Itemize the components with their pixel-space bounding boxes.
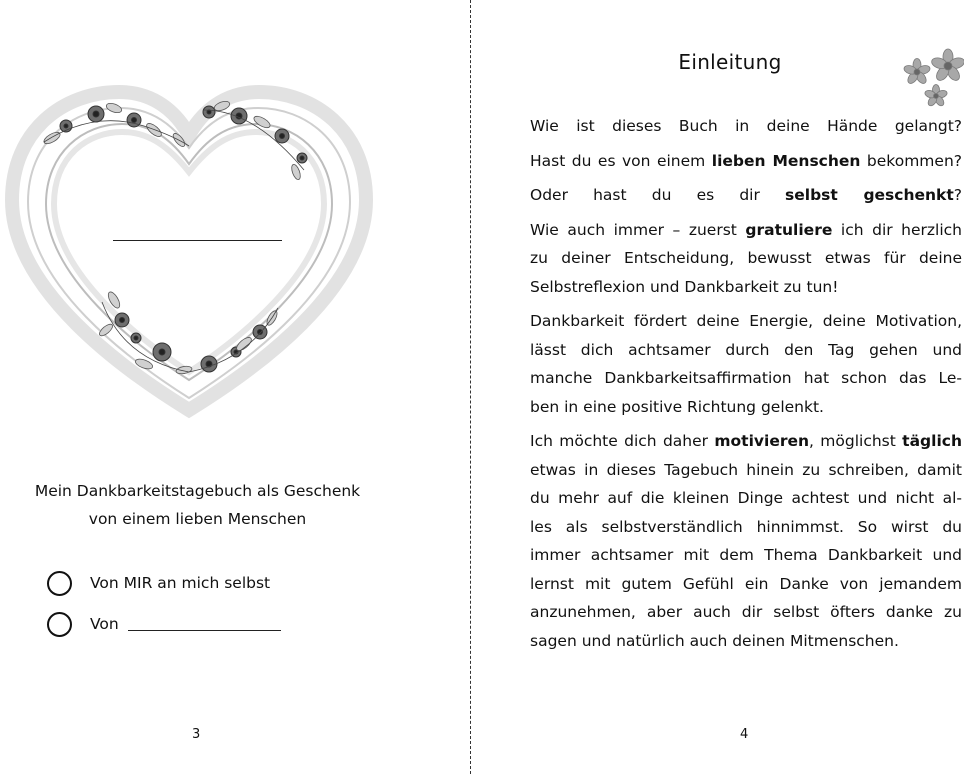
recipient-name-line[interactable] bbox=[113, 240, 282, 241]
page-divider bbox=[470, 0, 471, 774]
text-run: Ich möchte dich daher bbox=[530, 432, 715, 450]
option-self-label: Von MIR an mich selbst bbox=[90, 574, 271, 592]
text-run: Wie auch immer – zuerst bbox=[530, 220, 746, 239]
paragraph-2 bbox=[530, 147, 962, 176]
flowers-icon bbox=[900, 46, 964, 112]
text-line: sagen und natürlich auch deinen Mitmenschen. bbox=[530, 631, 899, 650]
page-number-right: 4 bbox=[740, 727, 749, 742]
radio-circle-icon[interactable] bbox=[47, 612, 72, 637]
text-line: Wie ist dieses Buch in deine Hände gelangt? bbox=[530, 117, 962, 135]
text-run: , möglichst bbox=[809, 432, 903, 450]
text-line bbox=[530, 216, 962, 245]
text-line: du mehr auf die kleinen Dinge achtest und nicht al- bbox=[530, 489, 962, 507]
text-line: zu deiner Entscheidung, bewusst etwas für deine bbox=[530, 249, 962, 267]
text-line: manche Dankbarkeitsaffirmation hat schon das Le- bbox=[530, 369, 962, 387]
page-number-left: 3 bbox=[192, 727, 201, 742]
text-line: Selbstreflexion und Dankbarkeit zu tun! bbox=[530, 277, 839, 296]
from-name-line[interactable] bbox=[128, 630, 281, 631]
paragraph-3 bbox=[530, 181, 962, 210]
heart-wreath-icon bbox=[4, 80, 374, 420]
radio-circle-icon[interactable] bbox=[47, 571, 72, 596]
text-line: etwas in dieses Tagebuch hinein zu schreiben, damit bbox=[530, 460, 962, 479]
text-line: lernst mit gutem Gefühl ein Danke von jemandem bbox=[530, 574, 962, 593]
gift-title-line2: von einem lieben Menschen bbox=[88, 510, 307, 528]
option-from bbox=[47, 610, 119, 638]
paragraph-4 bbox=[530, 216, 962, 302]
text-line: anzunehmen, aber auch dir selbst öfters danke zu bbox=[530, 603, 962, 621]
gift-title-line1: Mein Dankbarkeitstagebuch als Geschenk bbox=[34, 482, 361, 500]
text-run: bekommen? bbox=[860, 151, 962, 170]
paragraph-6 bbox=[530, 427, 962, 655]
option-from-label: Von bbox=[90, 615, 119, 633]
intro-text bbox=[530, 112, 962, 655]
right-page bbox=[472, 0, 968, 774]
bold-run: motivieren bbox=[714, 432, 810, 450]
bold-run: täglich bbox=[902, 432, 962, 450]
text-line: les als selbstverständlich hinnimmst. So wirst du bbox=[530, 517, 962, 536]
bold-run: lieben Menschen bbox=[711, 151, 861, 170]
page-heading: Einleitung bbox=[678, 50, 782, 74]
bold-run: selbst geschenkt bbox=[785, 186, 954, 204]
text-run: ich dir herzlich bbox=[832, 220, 962, 239]
text-run: Hast du es von einem bbox=[530, 151, 712, 170]
text-line bbox=[530, 147, 962, 176]
text-line bbox=[530, 181, 962, 210]
text-run: Oder hast du es dir bbox=[530, 186, 786, 204]
text-line: immer achtsamer mit dem Thema Dankbarkeit und bbox=[530, 546, 962, 564]
text-run: ? bbox=[953, 186, 962, 204]
text-line: Dankbarkeit fördert deine Energie, deine Motivation, bbox=[530, 312, 962, 330]
paragraph-1 bbox=[530, 112, 962, 141]
paragraph-5 bbox=[530, 307, 962, 421]
text-line bbox=[530, 427, 962, 456]
option-self bbox=[47, 569, 270, 597]
text-line: ben in eine positive Richtung gelenkt. bbox=[530, 397, 824, 416]
text-line: lässt dich achtsamer durch den Tag gehen und bbox=[530, 340, 962, 359]
left-page bbox=[0, 0, 470, 774]
bold-run: gratuliere bbox=[745, 220, 833, 239]
